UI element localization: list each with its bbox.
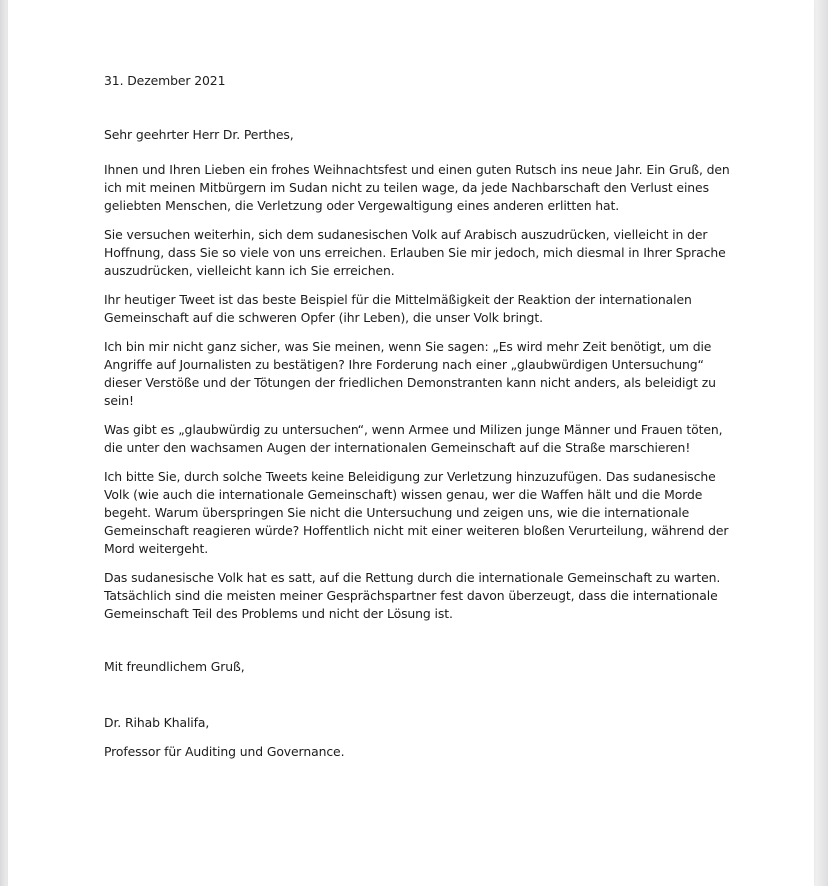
- closing: Mit freundlichem Gruß,: [104, 659, 245, 674]
- paragraph-conclusion: Das sudanesische Volk hat es satt, auf die Rettung durch die internationale Gemeinschaft zu warten. Tatsächlich sind die meisten meiner Gesprächspartner fest davon überzeugt, dass die internationale Gemeinschaft Teil des Problems und nicht der Lösung ist.: [104, 570, 721, 621]
- paragraph-investigation: Ich bin mir nicht ganz sicher, was Sie meinen, wenn Sie sagen: „Es wird mehr Zeit benötigt, um die Angriffe auf Journalisten zu bestätigen? Ihre Forderung nach einer „glaubwürdigen Untersuchung“ dieser Verstöße und der Tötungen der friedlichen Demonstranten kann nicht anders, als beleidigt zu sein!: [104, 339, 716, 408]
- salutation: Sehr geehrter Herr Dr. Perthes,: [104, 127, 294, 142]
- signer-name: Dr. Rihab Khalifa,: [104, 715, 210, 730]
- letter-body: [104, 72, 744, 761]
- paragraph-language: Sie versuchen weiterhin, sich dem sudanesischen Volk auf Arabisch auszudrücken, vielleicht in der Hoffnung, dass Sie so viele von uns erreichen. Erlauben Sie mir jedoch, mich diesmal in Ihrer Sprache auszudrücken, vielleicht kann ich Sie erreichen.: [104, 227, 726, 278]
- paragraph-request: Ich bitte Sie, durch solche Tweets keine Beleidigung zur Verletzung hinzuzufügen. Das sudanesische Volk (wie auch die internationale Gemeinschaft) wissen genau, wer die Waffen hält und die Morde begeht. Warum überspringen Sie nicht die Untersuchung und zeigen uns, wie die internationale Gemeinschaft reagieren würde? Hoffentlich nicht mit einer weiteren bloßen Verurteilung, während der Mord weitergeht.: [104, 469, 729, 556]
- paragraph-greeting: Ihnen und Ihren Lieben ein frohes Weihnachtsfest und einen guten Rutsch ins neue Jahr. Ein Gruß, den ich mit meinen Mitbürgern im Sudan nicht zu teilen wage, da jede Nachbarschaft den Verlust eines geliebten Menschen, die Verletzung oder Vergewaltigung eines anderen erlitten hat.: [104, 162, 730, 213]
- document-page: [8, 0, 814, 886]
- letter-date: 31. Dezember 2021: [104, 73, 226, 88]
- page-edge-right: [814, 0, 828, 886]
- paragraph-question: Was gibt es „glaubwürdig zu untersuchen“, wenn Armee und Milizen junge Männer und Frauen töten, die unter den wachsamen Augen der internationalen Gemeinschaft auf die Straße marschieren!: [104, 422, 723, 455]
- page-edge-left: [0, 0, 8, 886]
- paragraph-tweet: Ihr heutiger Tweet ist das beste Beispiel für die Mittelmäßigkeit der Reaktion der internationalen Gemeinschaft auf die schweren Opfer (ihr Leben), die unser Volk bringt.: [104, 292, 692, 325]
- signer-title: Professor für Auditing und Governance.: [104, 744, 345, 759]
